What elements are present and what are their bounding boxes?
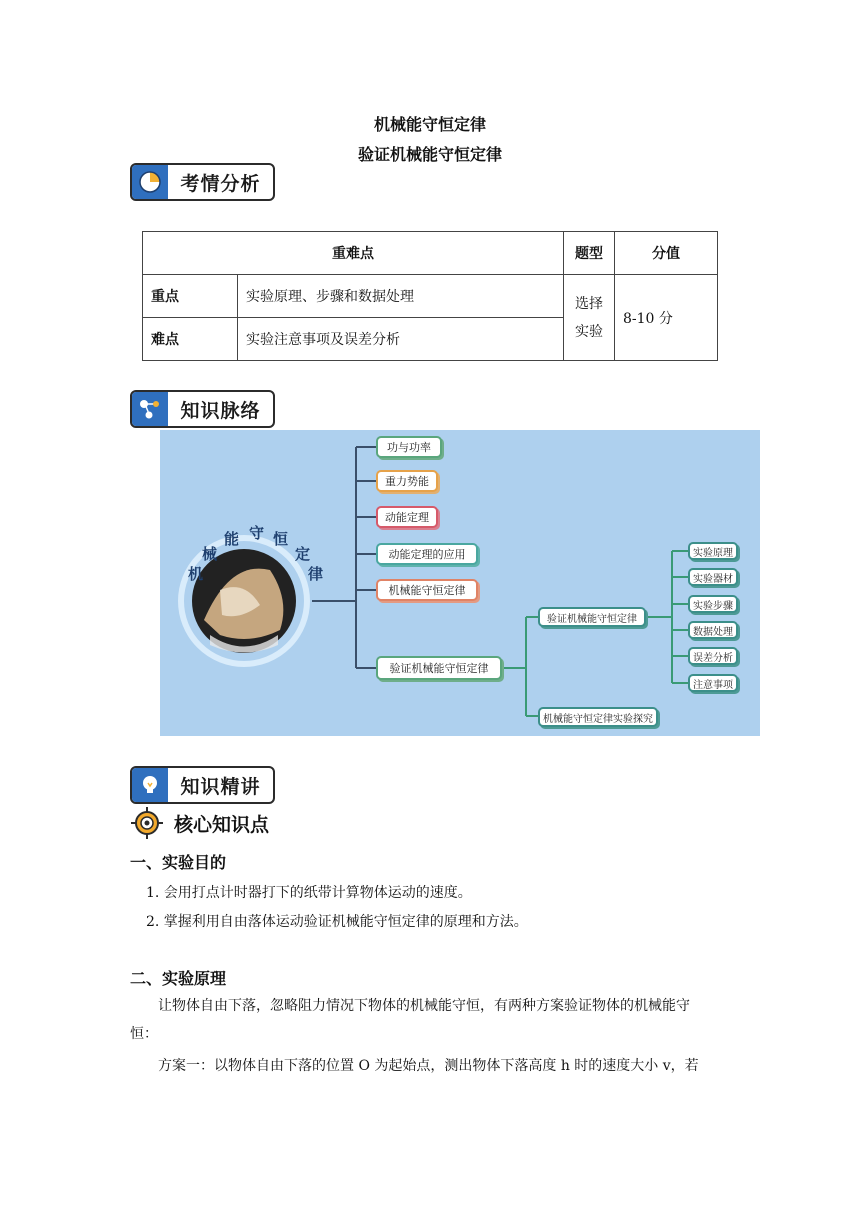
leaf-node: 数据处理: [688, 621, 738, 639]
lecture-badge-label: 知识精讲: [180, 775, 261, 798]
row-content: 实验注意事项及误差分析: [238, 318, 564, 361]
list-item: 2. 掌握利用自由落体运动验证机械能守恒定律的原理和方法。: [146, 914, 528, 930]
lightbulb-icon: [132, 768, 168, 802]
sub-node: 机械能守恒定律实验探究: [538, 707, 658, 727]
page-title: 机械能守恒定律: [373, 115, 486, 134]
pie-chart-icon: [132, 165, 168, 199]
leaf-node: 实验器材: [688, 568, 738, 586]
center-char: 定: [295, 545, 311, 563]
branch-node: 重力势能: [376, 470, 438, 492]
knowledge-map-badge: [130, 390, 275, 428]
row-label: 重点: [143, 275, 238, 318]
row-content: 实验原理、步骤和数据处理: [238, 275, 564, 318]
score-cell: 8-10 分: [615, 275, 718, 361]
core-knowledge-label: 核心知识点: [174, 813, 270, 836]
leaf-node: 注意事项: [688, 674, 738, 692]
branch-node: 验证机械能守恒定律: [376, 656, 502, 680]
knowledge-map-badge-label: 知识脉络: [180, 399, 261, 422]
center-char: 律: [308, 565, 324, 583]
center-char: 能: [224, 530, 240, 548]
table-header-type: 题型: [564, 232, 615, 275]
analysis-badge: [130, 163, 275, 201]
sub-node: 验证机械能守恒定律: [538, 607, 646, 627]
branch-node: 动能定理: [376, 506, 438, 528]
target-icon: [130, 806, 164, 840]
paragraph: 让物体自由下落，忽略阻力情况下物体的机械能守恒，有两种方案验证物体的机械能守: [158, 998, 690, 1014]
analysis-badge-label: 考情分析: [180, 172, 261, 195]
table-header-row: [143, 232, 718, 275]
lecture-badge: [130, 766, 275, 804]
leaf-node: 实验步骤: [688, 595, 738, 613]
row-label: 难点: [143, 318, 238, 361]
type-line2: 实验: [575, 323, 603, 340]
type-cell: [564, 275, 615, 361]
network-icon: [132, 392, 168, 426]
page-subtitle: 验证机械能守恒定律: [357, 145, 502, 164]
type-line1: 选择: [575, 295, 603, 312]
center-char: 恒: [273, 530, 289, 548]
center-char: 机: [188, 565, 204, 583]
paragraph: 恒：: [130, 1026, 158, 1042]
table-row: [143, 275, 718, 318]
paragraph: 方案一：以物体自由下落的位置 O 为起始点，测出物体下落高度 h 时的速度大小 v，若: [158, 1058, 699, 1074]
core-knowledge-heading: [130, 806, 269, 840]
mind-map: [160, 430, 760, 736]
table-header-score: 分值: [615, 232, 718, 275]
section-heading: 一、实验目的: [130, 853, 227, 872]
leaf-node: 误差分析: [688, 647, 738, 665]
branch-node: 机械能守恒定律: [376, 579, 478, 601]
leaf-node: 实验原理: [688, 542, 738, 560]
table-header-difficulty: 重难点: [143, 232, 564, 275]
center-char: 守: [249, 524, 265, 542]
difficulty-table: [142, 231, 718, 361]
section-heading: 二、实验原理: [130, 969, 227, 988]
branch-node: 动能定理的应用: [376, 543, 478, 565]
branch-node: 功与功率: [376, 436, 442, 458]
list-item: 1. 会用打点计时器打下的纸带计算物体运动的速度。: [146, 885, 472, 901]
center-char: 械: [202, 545, 218, 563]
